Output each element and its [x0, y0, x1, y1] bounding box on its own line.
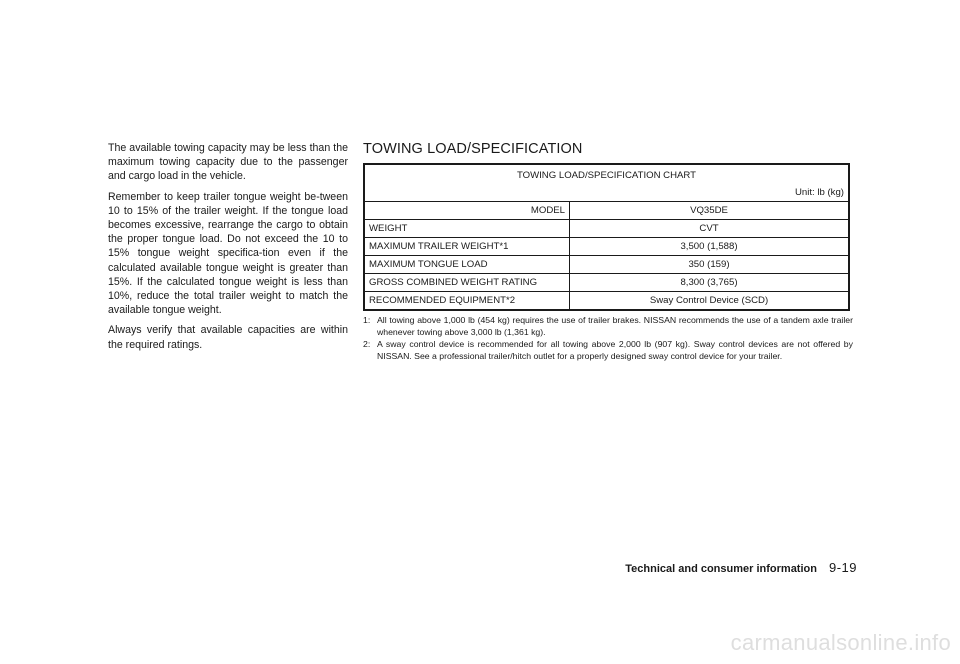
model-label: MODEL	[364, 202, 570, 220]
row-label: MAXIMUM TONGUE LOAD	[364, 256, 570, 274]
watermark: carmanualsonline.info	[730, 630, 951, 655]
footnote-number: 1:	[363, 315, 371, 325]
footnote	[363, 338, 853, 362]
table-row	[364, 292, 849, 311]
spec-table	[363, 163, 850, 311]
table-row	[364, 238, 849, 256]
spec-section	[363, 141, 853, 362]
row-label: GROSS COMBINED WEIGHT RATING	[364, 274, 570, 292]
page-number: 9-19	[828, 560, 857, 575]
row-value: 8,300 (3,765)	[570, 274, 850, 292]
row-label: MAXIMUM TRAILER WEIGHT*1	[364, 238, 570, 256]
paragraph-tongue-weight: Remember to keep trailer tongue weight be-tween 10 to 15% of the trailer weight. If the tongue load becomes excessive, rearrange the cargo to obtain the proper tongue load. Do not exceed the 10 to 15% tongue weight specifica-tion even if the calculated available tongue weight is greater than 15%. If the calculated tongue weight is less than 10%, reduce the total trailer weight to match the available tongue weight.	[108, 190, 348, 317]
section-title: TOWING LOAD/SPECIFICATION	[363, 141, 583, 157]
footnote-text: A sway control device is recommended for all towing above 2,000 lb (907 kg). Sway control devices are not offered by NISSAN. See a professional trailer/hitch outlet for a properly designed sway control device for your trailer.	[377, 339, 853, 361]
row-value: Sway Control Device (SCD)	[570, 292, 850, 311]
paragraph-capacity: The available towing capacity may be less than the maximum towing capacity due to the passenger and cargo load in the vehicle.	[108, 142, 348, 183]
weight-label: WEIGHT	[364, 220, 570, 238]
model-value: VQ35DE	[570, 202, 850, 220]
table-row	[364, 256, 849, 274]
table-caption-row	[364, 164, 849, 184]
weight-value: CVT	[570, 220, 850, 238]
page-footer	[625, 560, 857, 575]
footnote-text: All towing above 1,000 lb (454 kg) requires the use of trailer brakes. NISSAN recommends the use of a tandem axle trailer whenever towing above 3,000 lb (1,361 kg).	[377, 315, 853, 337]
table-unit: Unit: lb (kg)	[364, 184, 849, 202]
table-row	[364, 202, 849, 220]
table-unit-row	[364, 184, 849, 202]
footer-section-title: Technical and consumer information	[625, 563, 817, 575]
row-label: RECOMMENDED EQUIPMENT*2	[364, 292, 570, 311]
footnotes	[363, 314, 853, 362]
intro-text-column	[108, 141, 348, 358]
row-value: 350 (159)	[570, 256, 850, 274]
footnote	[363, 314, 853, 338]
table-row	[364, 220, 849, 238]
row-value: 3,500 (1,588)	[570, 238, 850, 256]
table-row	[364, 274, 849, 292]
footnote-number: 2:	[363, 339, 371, 349]
table-caption: TOWING LOAD/SPECIFICATION CHART	[516, 170, 697, 181]
paragraph-verify: Always verify that available capacities are within the required ratings.	[108, 324, 348, 351]
